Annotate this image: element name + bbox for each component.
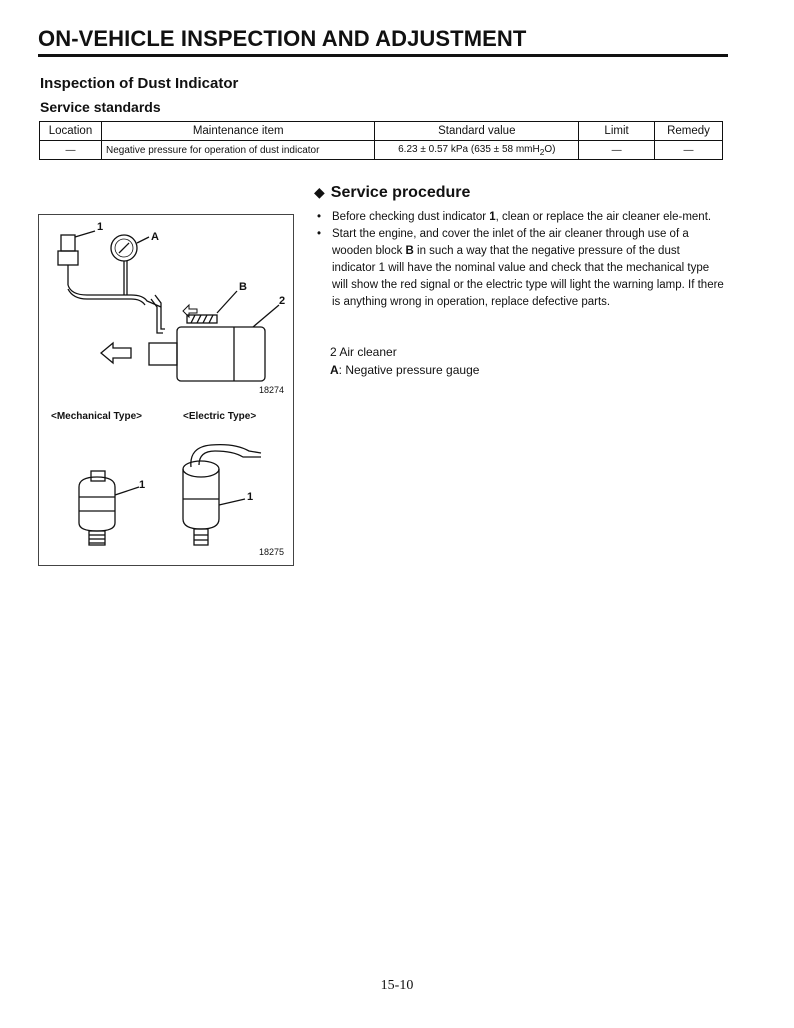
step1-text-end: , clean or replace the air cleaner ele-ment. xyxy=(495,211,712,223)
col-limit: Limit xyxy=(579,122,655,141)
cell-location: — xyxy=(40,141,102,160)
label-1-top: 1 xyxy=(97,221,104,233)
mechanical-type-label: <Mechanical Type> xyxy=(51,411,142,422)
service-procedure-title: Service procedure xyxy=(330,184,471,201)
legend-item-gauge xyxy=(330,361,479,379)
list-item xyxy=(314,226,724,311)
table-header-row xyxy=(40,122,723,141)
dust-indicator-illustration xyxy=(39,215,293,565)
step2-ref: B xyxy=(405,245,414,257)
legend-text-a: : Negative pressure gauge xyxy=(338,363,480,377)
label-1-mechanical: 1 xyxy=(139,479,146,491)
step1-ref: 1 xyxy=(489,211,496,223)
diamond-bullet-icon: ◆ xyxy=(314,184,325,200)
standard-value-subscript: 2 xyxy=(539,146,545,157)
cell-remedy: — xyxy=(655,141,723,160)
cell-maintenance-item: Negative pressure for operation of dust indicator xyxy=(101,141,375,160)
cell-limit: — xyxy=(579,141,655,160)
section-title: Inspection of Dust Indicator xyxy=(40,75,239,92)
label-a: A xyxy=(151,231,159,243)
col-standard-value: Standard value xyxy=(375,122,579,141)
figure-legend xyxy=(330,343,479,379)
cell-standard-value xyxy=(375,141,579,160)
label-2: 2 xyxy=(279,295,286,307)
label-b: B xyxy=(239,281,247,293)
inspection-figure xyxy=(38,214,294,566)
page-title: ON-VEHICLE INSPECTION AND ADJUSTMENT xyxy=(38,26,728,57)
col-remedy: Remedy xyxy=(655,122,723,141)
col-location: Location xyxy=(40,122,102,141)
table-row xyxy=(40,141,723,160)
list-item xyxy=(314,209,724,226)
step2-text-end: in such a way that the negative pressure of the dust indicator 1 will have the nominal value and check that the mechanical type will show the red signal or the electric type will light the warning lamp. If there is anything wrong in operation, replace defective parts. xyxy=(332,245,724,308)
label-1-electric: 1 xyxy=(247,491,254,503)
standard-value-suffix: O) xyxy=(544,143,556,155)
figure-number-top: 18274 xyxy=(259,385,285,395)
legend-key-a: A xyxy=(330,363,339,377)
service-standards-heading: Service standards xyxy=(40,99,161,115)
service-procedure-heading xyxy=(314,184,470,202)
step2-text: Start the engine, and cover the inlet of the air cleaner through use of a wooden block xyxy=(332,228,689,257)
electric-type-label: <Electric Type> xyxy=(183,411,257,422)
legend-item-air-cleaner: 2 Air cleaner xyxy=(330,345,397,359)
figure-number-bottom: 18275 xyxy=(259,547,285,557)
standard-value-text: 6.23 ± 0.57 kPa (635 ± 58 mmH xyxy=(398,143,540,155)
step1-text: Before checking dust indicator xyxy=(332,211,490,223)
procedure-steps xyxy=(314,209,724,311)
col-maintenance-item: Maintenance item xyxy=(101,122,375,141)
service-standards-table xyxy=(39,121,723,160)
page-number: 15-10 xyxy=(380,978,414,993)
